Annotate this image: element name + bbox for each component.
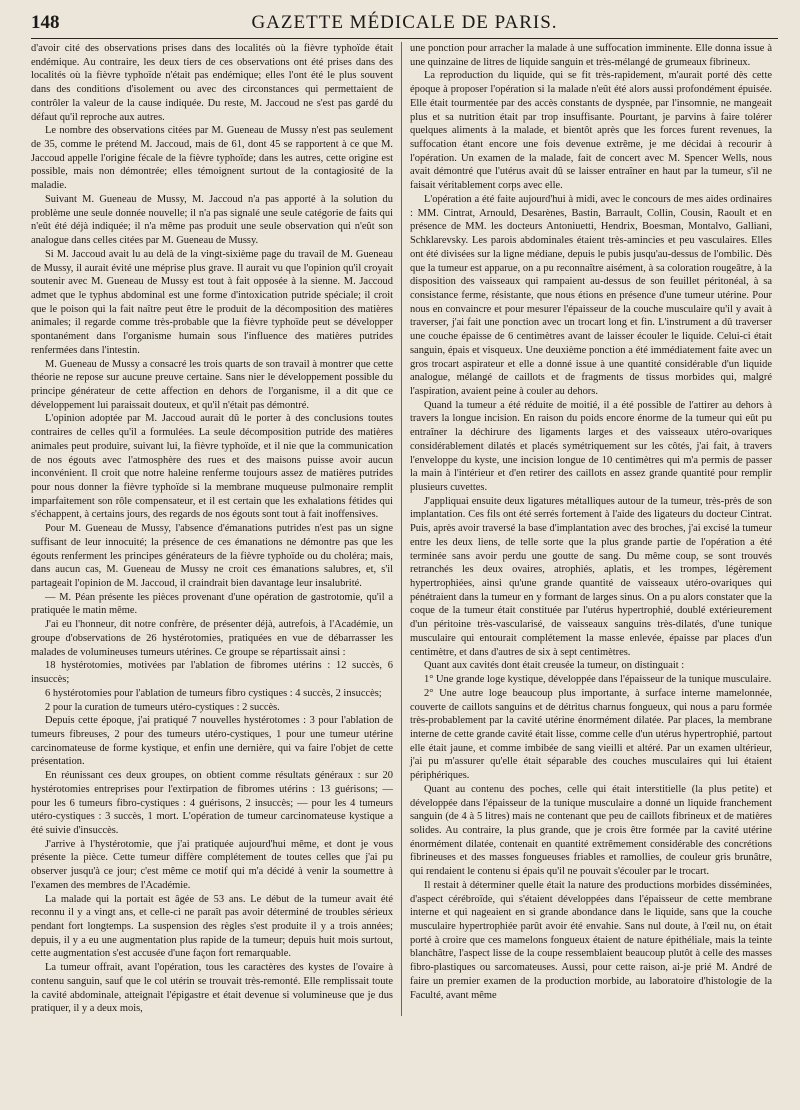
paragraph: Si M. Jaccoud avait lu au delà de la vingt-sixième page du travail de M. Gueneau de Mussy, il aurait évité une méprise plus grave. Il aurait vu que l'opinion qu'il croyait soutenir avec M. Gueneau de Mussy est tout à fait opposée à la sienne. M. Jaccoud admet que le typhus abdominal est une forme d'intoxication putride spéciale; il croit que le poison qui la fait naître peut être le produit de la décomposition des matières animales; il regarde comme très-probable que la fièvre typhoïde peut se développer spontanément dans l'organisme humain sous l'influence des matières putrides renfermées dans l'intestin. (31, 248, 393, 356)
paragraph: Depuis cette époque, j'ai pratiqué 7 nouvelles hystérotomes : 3 pour l'ablation de tumeurs fibreuses, 2 pour des tumeurs utéro-cystiques, 1 pour une tumeur utérine carcinomateuse de forme kystique, et enfin une dernière, qui va faire l'objet de cette présentation. (31, 715, 393, 768)
list-item: 1° Une grande loge kystique, développée dans l'épaisseur de la tunique musculaire. (424, 674, 772, 686)
paragraph: J'appliquai ensuite deux ligatures métalliques autour de la tumeur, très-près de son implantation. Ces fils ont été serrés fortement à l'aide des ligateurs du docteur Cintrat. Puis, après avoir traversé la base d'implantation avec des broches, j'ai excisé la tumeur entre les deux liens, de telle sorte que la plus grande partie de l'opération a été terminée sans avoir perdu une goutte de sang. Du même coup, se sont trouvés retranchés les deux ovaires, atrophiés, aplatis, et les trompes, légèrement hypertrophiées, ainsi qu'une grande quantité de vaisseaux utéro-ovariques qui pénétraient dans la tumeur en y formant de larges sinus. On a pu alors constater que la coque de la tumeur était constituée par l'utérus hypertrophié, doublé extérieurement d'un péritoine très-vascularisé, de vaisseaux sanguins très-dilatés, d'une tunique musculaire qui entourait complétement la masse enlevée, épaisse par places d'un centimètre, et dans d'autres de six à sept centimètres. (410, 495, 772, 658)
paragraph: Il restait à déterminer quelle était la nature des productions morbides disséminées, d'aspect cérébroïde, qui s'étaient développées dans l'épaisseur de cette membrane interne et qui nageaient en si grande abondance dans le liquide, sans que la couche musculaire hypertrophiée parût avoir été envahie. Sans nul doute, à l'œil nu, on était porté à croire que ces mamelons fongueux étaient de nature épithéliale, mais la teinte blanchâtre, l'aspect lisse de la coupe ressemblaient beaucoup plutôt à celle des masses fibro-plastiques ou sarcomateuses. Aussi, pour cette raison, ai-je prié M. André de faire un premier examen de la production morbide, au laboratoire d'histologie de la Faculté, avant même (410, 879, 772, 1001)
paragraph: M. Gueneau de Mussy a consacré les trois quarts de son travail à montrer que cette théorie ne repose sur aucune preuve certaine. Sans nier le développement possible du principe générateur de cette affection en dehors de l'organisme, il a dit que ce développement lui paraissait douteux, et qu'il n'était pas démontré. (31, 358, 393, 411)
page-header (31, 10, 778, 39)
left-column (31, 42, 402, 1016)
paragraph: L'opération a été faite aujourd'hui à midi, avec le concours de mes aides ordinaires : MM. Cintrat, Arnould, Desarènes, Bastin, Barrault, Collin, Cousin, Raoult et en présence de MM. les docteurs Antoniuetti, Hendrix, Boesman, Montalvo, Galliani, Schklarevsky. Les parois abdominales étaient très-amincies et peu vasculaires. Elles ont été divisées sur la ligne médiane, depuis le pubis jusqu'au-dessus de l'ombilic. Dès que la tumeur est apparue, on a pu reconnaître aisément, à sa coloration rougeâtre, à la disposition des vaisseaux qui rampaient au-dessus de son feuillet péritonéal, à sa consistance ferme, résistante, que nous étions en présence d'une tumeur utérine. Pour nous en convaincre et pour mesurer l'épaisseur de la couche musculaire qu'il y avait à traverser, j'ai fait une ponction avec un trocart long et fin. L'instrument a dû traverser une couche épaisse de 6 centimètres avant de laisser écouler le liquide. Celui-ci était sanguin, épais et visqueux. Une deuxième ponction a été immédiatement faite avec un gros trocart aspirateur et elle a donné issue à une quantité considérable d'un liquide analogue, mélangé de caillots et de fragments de tissus morbides qui, malgré l'aspiration, avaient peine à couler au dehors. (410, 193, 772, 397)
paragraph: L'opinion adoptée par M. Jaccoud aurait dû le porter à des conclusions toutes contraires de celles qu'il a formulées. La seule décomposition putride des matières animales peut produire, suivant lui, la fièvre typhoïde, et il nie que la communication de nos égouts avec l'atmosphère des rues et des maisons puisse avoir aucun inconvénient. Il croit que notre haleine renferme toujours assez de matières putrides pour nous donner la fièvre typhoïde si la membrane muqueuse pulmonaire remplit imparfaitement son rôle compensateur, et il est certain que les exhalations fétides qui s'échappent, à certains jours, des regards de nos égouts sont tout à fait inoffensives. (31, 413, 393, 521)
list-item: 6 hystérotomies pour l'ablation de tumeurs fibro cystiques : 4 succès, 2 insuccès; (45, 687, 382, 699)
paragraph: une ponction pour arracher la malade à une suffocation imminente. Elle donna issue à une quinzaine de litres de liquide sanguin et très-mélangé de grumeaux fibrineux. (410, 43, 772, 68)
paragraph: En réunissant ces deux groupes, on obtient comme résultats généraux : sur 20 hystérotomies entreprises pour l'extirpation de fibromes utérins : 13 guérisons; — pour les 6 tumeurs fibro-cystiques : 4 guérisons, 2 insuccès; — pour les 4 tumeurs utéro-cystiques : 3 succès, 1 mort. L'opération de tumeur carcinomateuse kystique a été suivie d'insuccès. (31, 770, 393, 836)
paragraph: La malade qui la portait est âgée de 53 ans. Le début de la tumeur avait été reconnu il y a vingt ans, et celle-ci ne paraît pas avoir déterminé de troubles sérieux pendant fort longtemps. La suspension des règles s'est produite il y a trois années; depuis, il y a eu une augmentation plus rapide de la tumeur; depuis huit mois surtout, cette augmentation s'est accusée d'une façon fort remarquable. (31, 893, 393, 960)
paragraph: Quand la tumeur a été réduite de moitié, il a été possible de l'attirer au dehors à travers la longue incision. En raison du poids encore énorme de la tumeur qui eût pu entraîner la déchirure des ligaments larges et des vaisseaux utéro-ovariques considérablement dilatés et placés symétriquement sur les côtés, j'ai fait, à travers l'enveloppe du kyste, une incision longue de 10 centimètres qui m'a permis de passer la main à l'intérieur et d'en retirer des caillots en assez grande quantité pour remplir plusieurs cuvettes. (410, 399, 772, 493)
paragraph: J'arrive à l'hystérotomie, que j'ai pratiquée aujourd'hui même, et dont je vous présente la pièce. Cette tumeur diffère complétement de toutes celles que j'ai pu observer jusqu'à ce jour; c'est même ce motif qui m'a décidé à venir la soumettre à l'examen des membres de l'Académie. (31, 838, 393, 891)
paragraph: d'avoir cité des observations prises dans des localités où la fièvre typhoïde était endémique. Au contraire, les deux tiers de ces observations ont été prises dans des localités où la fièvre typhoïde n'était pas endémique; elles l'ont été le plus souvent dans des conditions d'isolement ou avec des circonstances qui permettaient de contrôler la valeur de la cause indiquée. Du reste, M. Jaccoud ne s'est pas gardé du défaut qu'il reproche aux autres. (31, 43, 393, 123)
page-number: 148 (31, 12, 60, 33)
paragraph: J'ai eu l'honneur, dit notre confrère, de présenter déjà, autrefois, à l'Académie, un groupe d'observations de 26 hystérotomies, pratiquées en vue de débarrasser les malades de volumineuses tumeurs utérines. Ce groupe se répartissait ainsi : (31, 619, 393, 658)
list-item: 18 hystérotomies, motivées par l'ablation de fibromes utérins : 12 succès, 6 insuccès; (31, 660, 393, 686)
paragraph: Quant aux cavités dont était creusée la tumeur, on distinguait : (424, 660, 685, 672)
two-column-body (31, 42, 778, 1016)
running-title: GAZETTE MÉDICALE DE PARIS. (251, 12, 558, 33)
paragraph: Pour M. Gueneau de Mussy, l'absence d'émanations putrides n'est pas un signe suffisant de leur innocuité; la présence de ces émanations ne démontre pas que les égouts renferment les principes générateurs de la fièvre typhoïde ou du choléra; mais, dans aucun cas, M. Gueneau de Mussy ne croit ces émanations salubres, et, s'il partageait l'opinion de M. Jaccoud, il craindrait bien davantage leur insalubrité. (31, 523, 393, 590)
right-column (402, 42, 772, 1016)
paragraph: — M. Péan présente les pièces provenant d'une opération de gastrotomie, qu'il a pratiquée le matin même. (31, 591, 393, 617)
paragraph: Suivant M. Gueneau de Mussy, M. Jaccoud n'a pas apporté à la solution du problème une seule donnée nouvelle; il n'a pas signalé une seule catégorie de faits qui n'eût été déjà indiquée; il n'a même pas produit une seule observation qui n'eût son analogue dans celles citées par M. Gueneau de Mussy. (31, 193, 393, 247)
paragraph: Quant au contenu des poches, celle qui était interstitielle (la plus petite) et développée dans l'épaisseur de la tunique musculaire a donné un liquide franchement sanguin (de 4 à 5 litres) mais ne contenant que peu de caillots fibrineux et de matières solides. Au contraire, la plus grande, que je crois être formée par la cavité utérine énormément dilatée, contenait en quantité extrêmement considérable des concrétions fibrineuses et des masses fongueuses friables et ramollies, de couleur gris brunâtre, qui rendaient le contenu si épais qu'il ne pouvait s'écouler par le trocart. (410, 783, 772, 878)
list-item: 2 pour la curation de tumeurs utéro-cystiques : 2 succès. (45, 701, 280, 713)
paragraph: Le nombre des observations citées par M. Gueneau de Mussy n'est pas seulement de 35, comme le prétend M. Jaccoud, mais de 61, dont 45 se rapportent à ce que M. Jaccoud appelle l'origine fécale de la fièvre typhoïde; dans les autres, cette origine est possible, mais non démontrée; elles témoignent surtout de la contagiosité de la maladie. (31, 125, 393, 192)
paragraph: La tumeur offrait, avant l'opération, tous les caractères des kystes de l'ovaire à contenu sanguin, sauf que le col utérin se trouvait très-remonté. Elle remplissait toute la cavité abdominale, atteignait l'épigastre et était devenue si volumineuse que je dus pratiquer, il y a deux mois, (31, 962, 393, 1015)
list-item: 2° Une autre loge beaucoup plus importante, à surface interne mamelonnée, couverte de caillots sanguins et de détritus charnus fongueux, qui nous a paru formée très-probablement par la cavité utérine énormément dilatée. Par places, la membrane interne de cette grande cavité était lisse, comme celle d'un utérus hypertrophié, partout elle était jaune, et comme imbibée de sang vieilli et altéré. Par un examen ultérieur, j'ai pu m'assurer qu'elle était séparable des couches musculaires qui lui étaient périphériques. (410, 687, 772, 782)
paragraph: La reproduction du liquide, qui se fit très-rapidement, m'aurait porté dès cette époque à proposer l'opération si la malade n'eût été alors aussi profondément épuisée. Elle était tourmentée par des accès constants de dyspnée, par l'insomnie, ne mangeait plus et sa nutrition était par trop insuffisante. Pourtant, je parvins à faire tolérer quelques aliments à la malade, et bientôt après que les forces furent revenues, la suffocation étant encore une fois devenue extrême, je me décidai à recourir à l'opération. Un examen de la malade, fait de concert avec M. Spencer Wells, nous avait démontré que l'utérus avait dû se laisser entraîner en haut par la tumeur, s'il ne faisait véritablement corps avec elle. (410, 70, 772, 192)
